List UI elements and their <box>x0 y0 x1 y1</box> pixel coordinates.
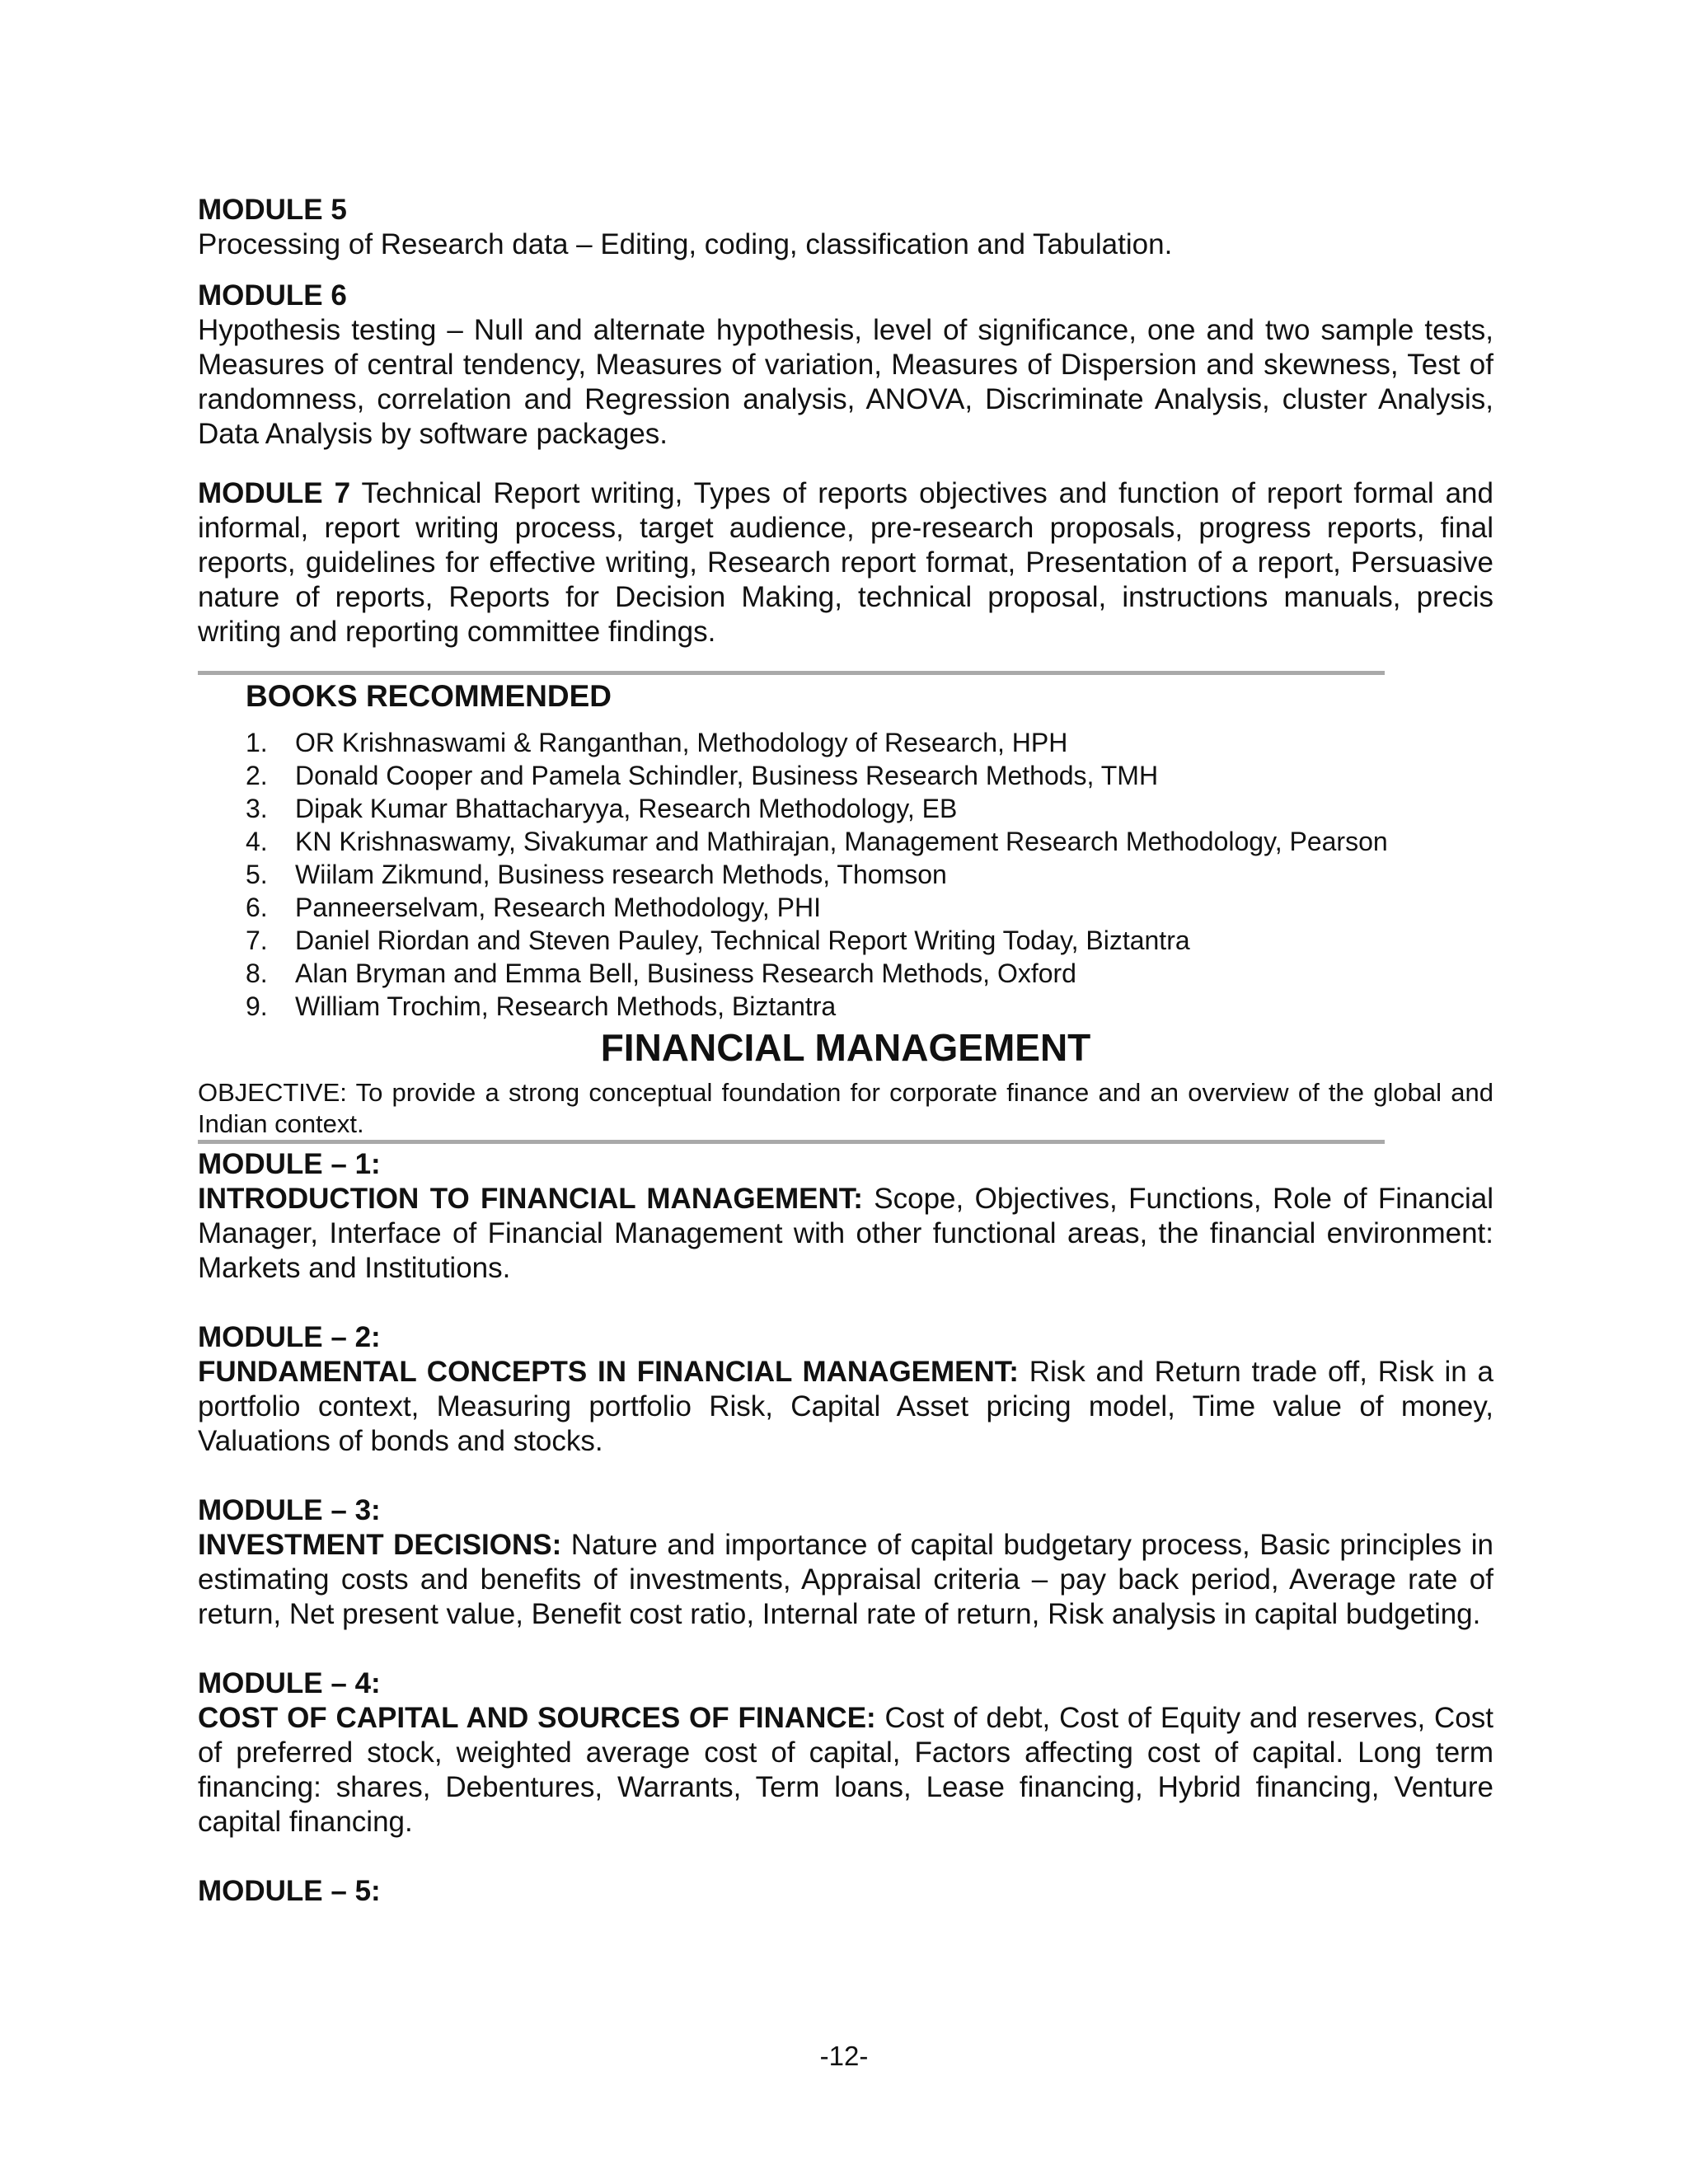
page-number: -12- <box>819 2041 869 2071</box>
list-item-number: 4. <box>246 827 268 856</box>
list-item-text: Donald Cooper and Pamela Schindler, Business Research Methods, TMH <box>295 761 1159 790</box>
list-item <box>246 957 1493 990</box>
list-item <box>246 924 1493 957</box>
module-7-title: MODULE 7 <box>198 477 351 509</box>
fm-module-3-body: Nature and importance of capital budgetary process, Basic principles in estimating costs and benefits of investments, Appraisal criteria – pay back period, Average rate of return, Net present value, Benefit cost ratio, Internal rate of return, Risk analysis in capital budgeting. <box>198 1529 1493 1630</box>
list-item-text: William Trochim, Research Methods, Biztantra <box>295 991 837 1021</box>
financial-management-title: FINANCIAL MANAGEMENT <box>600 1026 1091 1069</box>
list-item-number: 2. <box>246 761 268 790</box>
module-5-title: MODULE 5 <box>198 194 347 226</box>
fm-module-1-heading: INTRODUCTION TO FINANCIAL MANAGEMENT: <box>198 1183 863 1215</box>
list-item-text: KN Krishnaswamy, Sivakumar and Mathirajan, Management Research Methodology, Pearson <box>295 827 1388 856</box>
fm-module-2-text <box>198 1355 1493 1459</box>
fm-module-4-text <box>198 1701 1493 1840</box>
module-6-text: Hypothesis testing – Null and alternate hypothesis, level of significance, one and two sample tests, Measures of central tendency, Measures of variation, Measures of Dispersion and skewness, Test of randomness, correlation and Regression analysis, ANOVA, Discriminate Analysis, cluster Analysis, Data Analysis by software packages. <box>198 314 1493 450</box>
list-item-number: 1. <box>246 728 268 757</box>
list-item-text: OR Krishnaswami & Ranganthan, Methodology of Research, HPH <box>295 728 1068 757</box>
list-item-number: 8. <box>246 958 268 988</box>
fm-module-4-title: MODULE – 4: <box>198 1667 381 1699</box>
module-6-title: MODULE 6 <box>198 279 347 312</box>
books-recommended-title: BOOKS RECOMMENDED <box>246 679 612 713</box>
books-list <box>198 726 1493 1023</box>
fm-module-3-heading: INVESTMENT DECISIONS: <box>198 1529 562 1561</box>
objective-text: OBJECTIVE: To provide a strong conceptual foundation for corporate finance and an overview of the global and Indian context. <box>198 1078 1493 1138</box>
fm-module-2-title: MODULE – 2: <box>198 1321 381 1353</box>
fm-module-5-title: MODULE – 5: <box>198 1875 381 1907</box>
fm-module-1-text <box>198 1182 1493 1286</box>
list-item-text: Dipak Kumar Bhattacharyya, Research Methodology, EB <box>295 794 958 823</box>
list-item-text: Wiilam Zikmund, Business research Methods, Thomson <box>295 860 947 889</box>
list-item-number: 6. <box>246 893 268 922</box>
fm-module-3-title: MODULE – 3: <box>198 1494 381 1526</box>
fm-module-2-heading: FUNDAMENTAL CONCEPTS IN FINANCIAL MANAGEMENT: <box>198 1356 1019 1388</box>
fm-module-3-text <box>198 1528 1493 1632</box>
document-page <box>198 193 1493 1909</box>
fm-module-2-body: Risk and Return trade off, Risk in a portfolio context, Measuring portfolio Risk, Capital Asset pricing model, Time value of money, Valuations of bonds and stocks. <box>198 1356 1493 1457</box>
list-item <box>246 726 1493 759</box>
list-item-text: Alan Bryman and Emma Bell, Business Research Methods, Oxford <box>295 958 1076 988</box>
list-item <box>246 759 1493 792</box>
list-item-text: Daniel Riordan and Steven Pauley, Technical Report Writing Today, Biztantra <box>295 926 1190 955</box>
list-item <box>246 891 1493 924</box>
fm-module-4-heading: COST OF CAPITAL AND SOURCES OF FINANCE: <box>198 1702 876 1734</box>
module-7-text: Technical Report writing, Types of reports objectives and function of report formal and informal, report writing process, target audience, pre-research proposals, progress reports, final reports, guidelines for effective writing, Research report format, Presentation of a report, Persuasive nature of reports, Reports for Decision Making, technical proposal, instructions manuals, precis writing and reporting committee findings. <box>198 477 1493 648</box>
module-7-paragraph <box>198 476 1493 649</box>
list-item-number: 9. <box>246 991 268 1021</box>
fm-module-4-body: Cost of debt, Cost of Equity and reserves, Cost of preferred stock, weighted average cost of capital, Factors affecting cost of capital. Long term financing: shares, Debentures, Warrants, Term loans, Lease financing, Hybrid financing, Venture capital financing. <box>198 1702 1493 1838</box>
list-item <box>246 792 1493 825</box>
module-5-text: Processing of Research data – Editing, coding, classification and Tabulation. <box>198 228 1173 260</box>
fm-module-1-title: MODULE – 1: <box>198 1148 381 1180</box>
list-item-text: Panneerselvam, Research Methodology, PHI <box>295 893 821 922</box>
list-item <box>246 825 1493 858</box>
list-item-number: 3. <box>246 794 268 823</box>
list-item-number: 5. <box>246 860 268 889</box>
list-item <box>246 990 1493 1023</box>
fm-module-1-body: Scope, Objectives, Functions, Role of Financial Manager, Interface of Financial Management with other functional areas, the financial environment: Markets and Institutions. <box>198 1183 1493 1284</box>
list-item-number: 7. <box>246 926 268 955</box>
list-item <box>246 858 1493 891</box>
